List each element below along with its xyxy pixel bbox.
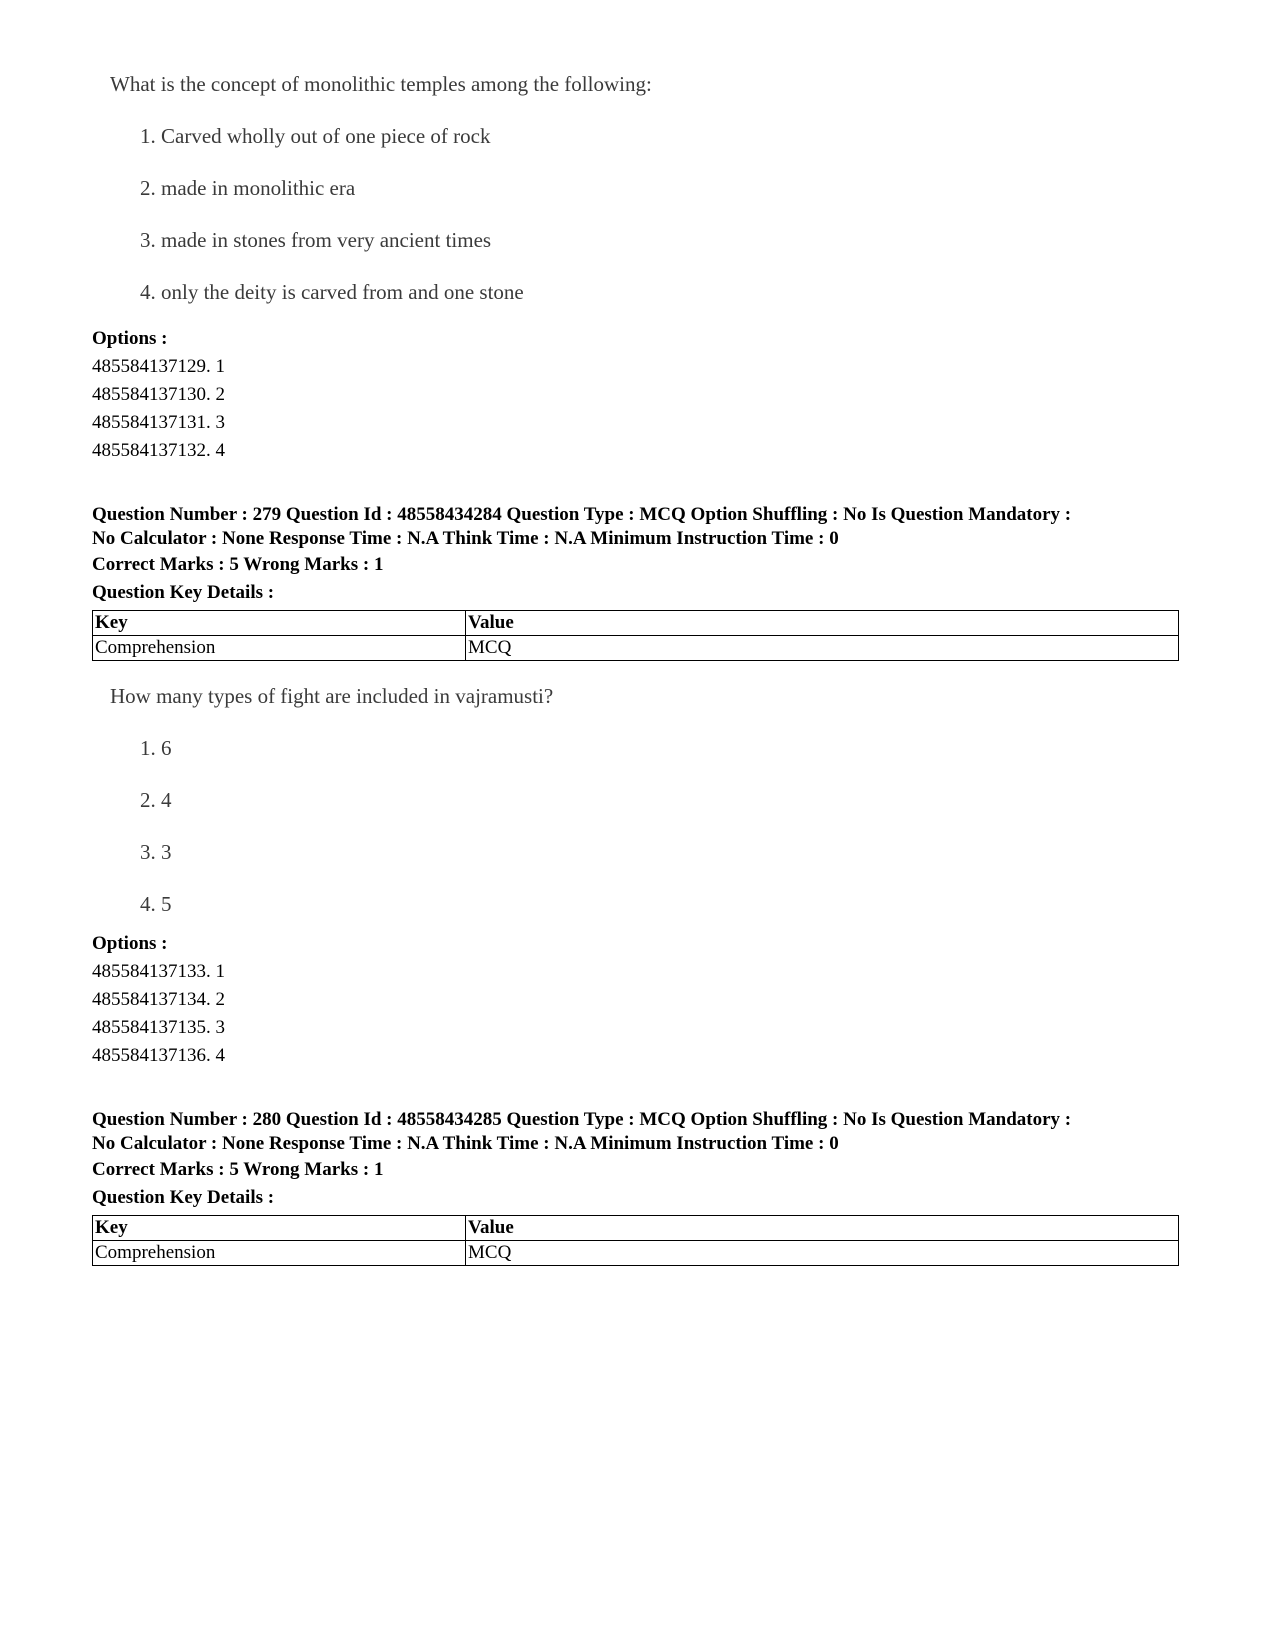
- choice-2: 2. 4: [140, 788, 172, 812]
- header-key: Key: [93, 611, 466, 636]
- question-279-key-table: [92, 610, 1179, 661]
- option-item: 485584137130. 2: [92, 384, 225, 405]
- question-stem: What is the concept of monolithic temples among the following:: [110, 72, 652, 96]
- table-row: [93, 1241, 1179, 1266]
- choice-2: 2. made in monolithic era: [140, 176, 356, 200]
- meta-line-2: No Calculator : None Response Time : N.A Think Time : N.A Minimum Instruction Time : 0: [92, 528, 839, 549]
- choice-4: 4. only the deity is carved from and one stone: [140, 280, 524, 304]
- option-item: 485584137135. 3: [92, 1017, 225, 1038]
- choice-1: 1. Carved wholly out of one piece of rock: [140, 124, 491, 148]
- options-label: Options :: [92, 328, 168, 349]
- table-header-row: [93, 611, 1179, 636]
- option-item: 485584137129. 1: [92, 356, 225, 377]
- meta-line-1: Question Number : 280 Question Id : 48558434285 Question Type : MCQ Option Shuffling : No Is Question Mandatory :: [92, 1109, 1072, 1130]
- header-value: Value: [466, 1216, 1179, 1241]
- option-item: 485584137133. 1: [92, 961, 225, 982]
- meta-line-1: Question Number : 279 Question Id : 48558434284 Question Type : MCQ Option Shuffling : No Is Question Mandatory :: [92, 504, 1072, 525]
- choice-1: 1. 6: [140, 736, 172, 760]
- question-280-key-table: [92, 1215, 1179, 1266]
- option-item: 485584137132. 4: [92, 440, 225, 461]
- question-279-meta: [92, 503, 1192, 551]
- question-280-meta: [92, 1108, 1192, 1156]
- choice-3: 3. made in stones from very ancient times: [140, 228, 492, 252]
- cell-value: MCQ: [466, 636, 1179, 661]
- choice-3: 3. 3: [140, 840, 172, 864]
- option-item: 485584137134. 2: [92, 989, 225, 1010]
- option-item: 485584137136. 4: [92, 1045, 225, 1066]
- key-details-label: Question Key Details :: [92, 1187, 275, 1208]
- cell-key: Comprehension: [93, 1241, 466, 1266]
- options-label: Options :: [92, 933, 168, 954]
- table-header-row: [93, 1216, 1179, 1241]
- cell-value: MCQ: [466, 1241, 1179, 1266]
- header-key: Key: [93, 1216, 466, 1241]
- cell-key: Comprehension: [93, 636, 466, 661]
- table-row: [93, 636, 1179, 661]
- meta-line-2: No Calculator : None Response Time : N.A Think Time : N.A Minimum Instruction Time : 0: [92, 1133, 839, 1154]
- question-stem: How many types of fight are included in vajramusti?: [110, 684, 554, 708]
- option-item: 485584137131. 3: [92, 412, 225, 433]
- header-value: Value: [466, 611, 1179, 636]
- marks: Correct Marks : 5 Wrong Marks : 1: [92, 1159, 384, 1180]
- choice-4: 4. 5: [140, 892, 172, 916]
- key-details-label: Question Key Details :: [92, 582, 275, 603]
- marks: Correct Marks : 5 Wrong Marks : 1: [92, 554, 384, 575]
